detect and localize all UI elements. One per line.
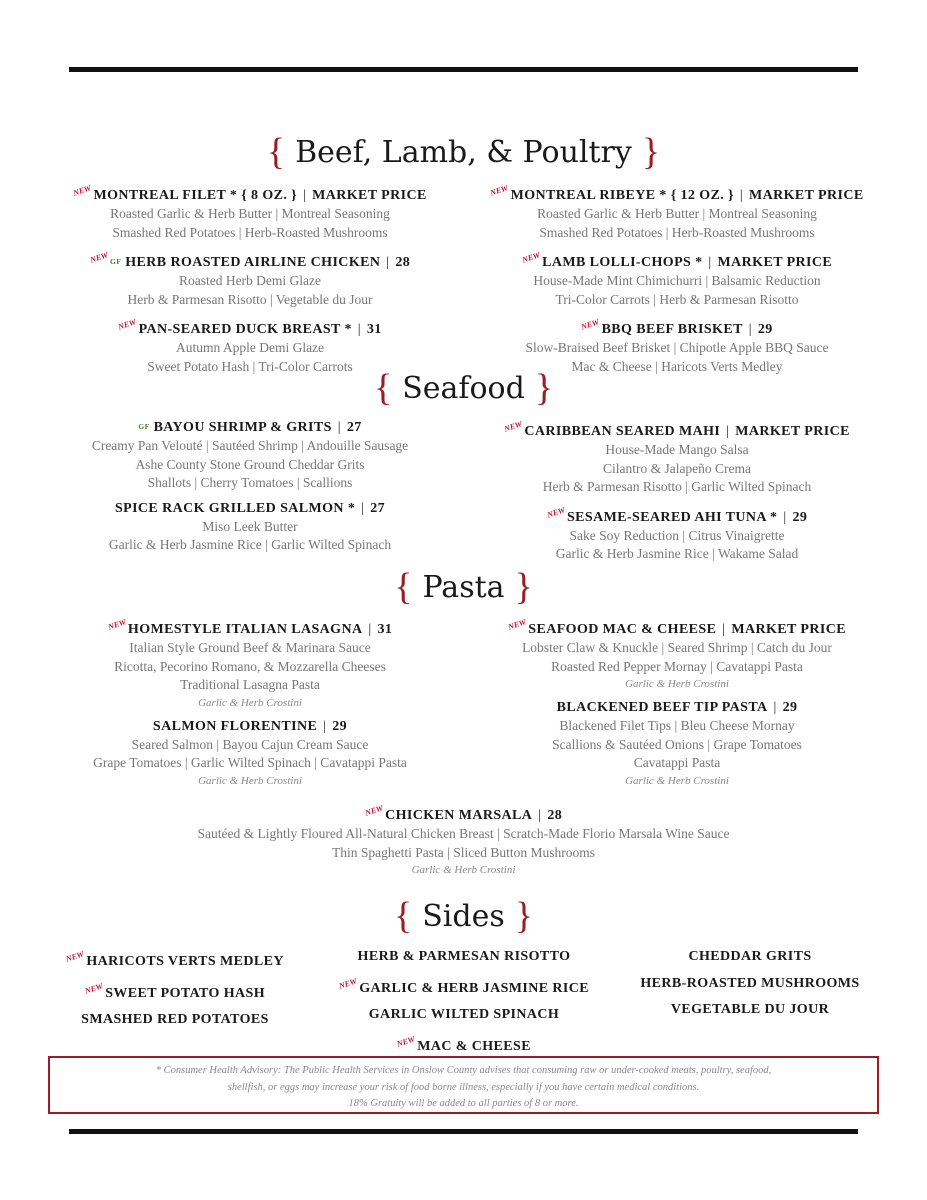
side-item	[318, 944, 610, 971]
item-description: Grape Tomatoes | Garlic Wilted Spinach | Cavatappi Pasta	[93, 755, 407, 770]
menu-item: NEWSESAME-SEARED AHI TUNA * | 29 Sake Soy Reduction | Citrus Vinaigrette Garlic & Herb Jasmine Rice | Wakame Salad	[467, 503, 887, 564]
item-price: 27	[346, 420, 362, 435]
item-name: BLACKENED BEEF TIP PASTA	[556, 700, 768, 715]
bottom-divider	[69, 1129, 858, 1134]
menu-item: NEWCHICKEN MARSALA | 28 Sautéed & Lightly Floured All-Natural Chicken Breast | Scratch-Made Florio Marsala Wine Sauce Thin Spaghetti Pasta | Sliced Button Mushrooms Garlic & Herb Crostini	[40, 801, 887, 878]
beef-right-column	[467, 181, 887, 382]
pasta-left-column	[40, 615, 460, 795]
item-description: House-Made Mint Chimichurri | Balsamic Reduction	[533, 273, 821, 288]
pasta-right-column	[467, 615, 887, 795]
item-description: House-Made Mango Salsa	[605, 442, 749, 457]
item-description: Roasted Herb Demi Glaze	[178, 273, 322, 288]
new-badge: NEW	[64, 949, 86, 964]
section-title-pasta	[0, 566, 927, 608]
item-description: Cilantro & Jalapeño Crema	[602, 460, 752, 476]
item-description: Creamy Pan Velouté | Sautéed Shrimp | Andouille Sausage	[91, 438, 409, 453]
menu-item: NEWSEAFOOD MAC & CHEESE | MARKET PRICE Lobster Claw & Knuckle | Seared Shrimp | Catch du Jour Roasted Red Pepper Mornay | Cavatappi Pasta Garlic & Herb Crostini	[467, 615, 887, 692]
item-price: MARKET PRICE	[748, 188, 864, 203]
item-description: Mac & Cheese | Haricots Verts Medley	[571, 358, 783, 374]
side-item-label: GARLIC WILTED SPINACH	[368, 1007, 560, 1022]
new-badge: NEW	[395, 1033, 416, 1049]
item-description: Sweet Potato Hash | Tri-Color Carrots	[147, 358, 353, 374]
brace-open: {	[394, 895, 413, 937]
new-badge: NEW	[520, 250, 542, 265]
item-price: MARKET PRICE	[731, 622, 846, 637]
section-title-seafood	[0, 367, 927, 409]
item-price: 28	[547, 808, 563, 823]
side-item	[318, 1002, 610, 1029]
section-title-text: Beef, Lamb, & Poultry	[295, 135, 632, 170]
brace-close: }	[514, 566, 533, 608]
item-description: Garlic & Herb Jasmine Rice | Garlic Wilted Spinach	[108, 537, 392, 552]
item-description: Autumn Apple Demi Glaze	[175, 340, 325, 355]
item-price: 29	[792, 509, 808, 525]
new-badge: NEW	[507, 617, 528, 632]
item-name: MONTREAL FILET * { 8 OZ. }	[93, 188, 298, 203]
item-description: Ashe County Stone Ground Cheddar Grits	[135, 456, 365, 472]
menu-item: NEWHOMESTYLE ITALIAN LASAGNA | 31 Italian Style Ground Beef & Marinara Sauce Ricotta, Pecorino Romano, & Mozzarella Cheeses Traditional Lasagna Pasta Garlic & Herb Crostini	[40, 615, 460, 711]
item-price: 29	[782, 700, 798, 715]
item-name: BAYOU SHRIMP & GRITS	[153, 420, 332, 435]
menu-item: SPICE RACK GRILLED SALMON * | 27 Miso Leek Butter Garlic & Herb Jasmine Rice | Garlic Wilted Spinach	[40, 499, 460, 555]
gratuity-note: 18% Gratuity will be added to all parties of 8 or more.	[348, 1098, 579, 1109]
item-description: Herb & Parmesan Risotto | Vegetable du Jour	[127, 291, 373, 307]
side-item-label: HARICOTS VERTS MEDLEY	[86, 954, 284, 969]
item-name: SPICE RACK GRILLED SALMON *	[114, 500, 356, 516]
section-title-sides	[0, 895, 927, 937]
new-badge: NEW	[580, 317, 601, 332]
menu-item: NEWBBQ BEEF BRISKET | 29 Slow-Braised Beef Brisket | Chipotle Apple BBQ Sauce Mac & Cheese | Haricots Verts Medley	[467, 315, 887, 376]
item-description: Cavatappi Pasta	[633, 755, 721, 770]
item-price: MARKET PRICE	[312, 188, 427, 203]
section-title-text: Pasta	[422, 570, 505, 605]
item-price: 29	[757, 322, 773, 337]
item-description: Sake Soy Reduction | Citrus Vinaigrette	[569, 527, 785, 543]
item-description: Roasted Garlic & Herb Butter | Montreal Seasoning	[110, 206, 390, 221]
new-badge: NEW	[88, 250, 109, 265]
menu-item: NEWMONTREAL FILET * { 8 OZ. } | MARKET PRICE Roasted Garlic & Herb Butter | Montreal Seasoning Smashed Red Potatoes | Herb-Roasted Mushrooms	[40, 181, 460, 242]
item-description: Miso Leek Butter	[202, 518, 298, 534]
gluten-free-badge: GF	[138, 422, 150, 431]
item-side-note: Garlic & Herb Crostini	[625, 678, 729, 690]
menu-item: SALMON FLORENTINE | 29 Seared Salmon | Bayou Cajun Cream Sauce Grape Tomatoes | Garlic Wilted Spinach | Cavatappi Pasta Garlic & Herb Crostini	[40, 717, 460, 789]
item-price: MARKET PRICE	[717, 255, 833, 270]
section-title-text: Sides	[422, 899, 505, 934]
brace-open: {	[266, 131, 286, 173]
section-title-beef	[0, 131, 927, 173]
menu-item: NEWLAMB LOLLI-CHOPS * | MARKET PRICE House-Made Mint Chimichurri | Balsamic Reduction Tri-Color Carrots | Herb & Parmesan Risotto	[467, 248, 887, 309]
side-item-label: MAC & CHEESE	[417, 1038, 531, 1054]
side-item	[318, 971, 610, 1003]
menu-item: BLACKENED BEEF TIP PASTA | 29 Blackened Filet Tips | Bleu Cheese Mornay Scallions & Sautéed Onions | Grape Tomatoes Cavatappi Pasta Garlic & Herb Crostini	[467, 698, 887, 789]
side-item-label: CHEDDAR GRITS	[688, 949, 812, 964]
item-price: MARKET PRICE	[735, 424, 850, 439]
item-name: HERB ROASTED AIRLINE CHICKEN	[125, 255, 381, 270]
new-badge: NEW	[337, 975, 358, 991]
brace-close: }	[534, 367, 554, 409]
side-item	[40, 944, 310, 976]
advisory-line: * Consumer Health Advisory: The Public Health Services in Onslow County advises that consuming raw or under-cooked meats, poultry, seafood,	[155, 1065, 772, 1076]
seafood-left-column	[40, 417, 460, 561]
item-name: CHICKEN MARSALA	[385, 808, 533, 823]
side-item	[620, 971, 880, 998]
item-description: Smashed Red Potatoes | Herb-Roasted Mushrooms	[539, 224, 815, 240]
item-description: Scallions & Sautéed Onions | Grape Tomatoes	[552, 736, 802, 752]
item-description: Sautéed & Lightly Floured All-Natural Chicken Breast | Scratch-Made Florio Marsala Wine Sauce	[197, 826, 730, 841]
item-name: HOMESTYLE ITALIAN LASAGNA	[127, 622, 363, 637]
item-description: Ricotta, Pecorino Romano, & Mozzarella Cheeses	[114, 658, 386, 674]
item-description: Italian Style Ground Beef & Marinara Sauce	[129, 640, 371, 655]
item-description: Roasted Garlic & Herb Butter | Montreal Seasoning	[537, 206, 817, 221]
item-description: Roasted Red Pepper Mornay | Cavatappi Pasta	[551, 658, 803, 674]
advisory-line: shellfish, or eggs may increase your risk of food borne illness, especially if you have certain medical conditions.	[227, 1081, 700, 1093]
side-item-label: SMASHED RED POTATOES	[81, 1012, 269, 1027]
new-badge: NEW	[489, 183, 510, 198]
sides-column-3	[620, 944, 880, 1024]
item-price: 27	[370, 500, 386, 516]
item-price: 31	[377, 622, 393, 637]
item-name: SESAME-SEARED AHI TUNA *	[566, 509, 778, 525]
item-name: BBQ BEEF BRISKET	[601, 322, 743, 337]
new-badge: NEW	[106, 617, 127, 632]
top-divider	[69, 67, 858, 72]
side-item-label: GARLIC & HERB JASMINE RICE	[359, 980, 589, 996]
item-name: CARIBBEAN SEARED MAHI	[524, 424, 721, 439]
item-description: Herb & Parmesan Risotto | Garlic Wilted Spinach	[542, 479, 812, 494]
item-description: Traditional Lasagna Pasta	[180, 677, 320, 692]
item-name: SEAFOOD MAC & CHEESE	[528, 622, 717, 637]
side-item	[40, 976, 310, 1008]
menu-item: NEWGF HERB ROASTED AIRLINE CHICKEN | 28 Roasted Herb Demi Glaze Herb & Parmesan Risotto | Vegetable du Jour	[40, 248, 460, 309]
seafood-right-column	[467, 417, 887, 570]
item-description: Shallots | Cherry Tomatoes | Scallions	[147, 475, 353, 490]
side-item	[620, 997, 880, 1024]
sides-column-2	[318, 944, 610, 1060]
new-badge: NEW	[72, 183, 93, 198]
new-badge: NEW	[83, 980, 104, 996]
item-description: Blackened Filet Tips | Bleu Cheese Mornay	[559, 718, 795, 733]
item-side-note: Garlic & Herb Crostini	[198, 774, 302, 787]
menu-item: GF BAYOU SHRIMP & GRITS | 27 Creamy Pan Velouté | Sautéed Shrimp | Andouille Sausage Ashe County Stone Ground Cheddar Grits Shallots | Cherry Tomatoes | Scallions	[40, 417, 460, 493]
side-item-label: SWEET POTATO HASH	[105, 985, 266, 1001]
menu-item: NEWPAN-SEARED DUCK BREAST * | 31 Autumn Apple Demi Glaze Sweet Potato Hash | Tri-Color Carrots	[40, 315, 460, 376]
item-price: 28	[395, 255, 411, 270]
sides-column-1	[40, 944, 310, 1034]
beef-left-column	[40, 181, 460, 382]
menu-item: NEWCARIBBEAN SEARED MAHI | MARKET PRICE House-Made Mango Salsa Cilantro & Jalapeño Crema Herb & Parmesan Risotto | Garlic Wilted Spinach	[467, 417, 887, 497]
item-description: Thin Spaghetti Pasta | Sliced Button Mushrooms	[332, 844, 595, 860]
menu-item: NEWMONTREAL RIBEYE * { 12 OZ. } | MARKET PRICE Roasted Garlic & Herb Butter | Montreal Seasoning Smashed Red Potatoes | Herb-Roasted Mushrooms	[467, 181, 887, 242]
pasta-center-item	[40, 801, 887, 884]
new-badge: NEW	[545, 504, 566, 520]
item-description: Garlic & Herb Jasmine Rice | Wakame Salad	[555, 546, 799, 561]
item-name: SALMON FLORENTINE	[152, 718, 318, 734]
item-description: Tri-Color Carrots | Herb & Parmesan Risotto	[555, 291, 799, 307]
side-item	[620, 944, 880, 971]
side-item-label: VEGETABLE DU JOUR	[670, 1002, 830, 1017]
item-description: Slow-Braised Beef Brisket | Chipotle Apple BBQ Sauce	[525, 340, 829, 355]
item-side-note: Garlic & Herb Crostini	[411, 864, 516, 876]
brace-open: {	[394, 566, 413, 608]
item-side-note: Garlic & Herb Crostini	[198, 696, 302, 709]
new-badge: NEW	[363, 803, 385, 818]
item-price: 29	[332, 718, 348, 734]
brace-close: }	[514, 895, 533, 937]
section-title-text: Seafood	[402, 371, 525, 406]
brace-close: }	[641, 131, 661, 173]
side-item-label: HERB & PARMESAN RISOTTO	[357, 949, 571, 964]
gluten-free-badge: GF	[110, 257, 122, 266]
brace-open: {	[373, 367, 393, 409]
side-item	[40, 1007, 310, 1034]
new-badge: NEW	[503, 419, 524, 434]
item-description: Lobster Claw & Knuckle | Seared Shrimp | Catch du Jour	[522, 640, 832, 655]
item-description: Smashed Red Potatoes | Herb-Roasted Mushrooms	[112, 224, 388, 240]
item-name: LAMB LOLLI-CHOPS *	[542, 255, 703, 270]
item-price: 31	[366, 322, 382, 337]
health-advisory-box	[48, 1056, 879, 1114]
item-name: PAN-SEARED DUCK BREAST *	[138, 322, 352, 337]
new-badge: NEW	[117, 317, 138, 332]
side-item-label: HERB-ROASTED MUSHROOMS	[640, 975, 860, 991]
item-name: MONTREAL RIBEYE * { 12 OZ. }	[510, 188, 734, 203]
item-side-note: Garlic & Herb Crostini	[625, 774, 729, 787]
item-description: Seared Salmon | Bayou Cajun Cream Sauce	[131, 736, 369, 752]
